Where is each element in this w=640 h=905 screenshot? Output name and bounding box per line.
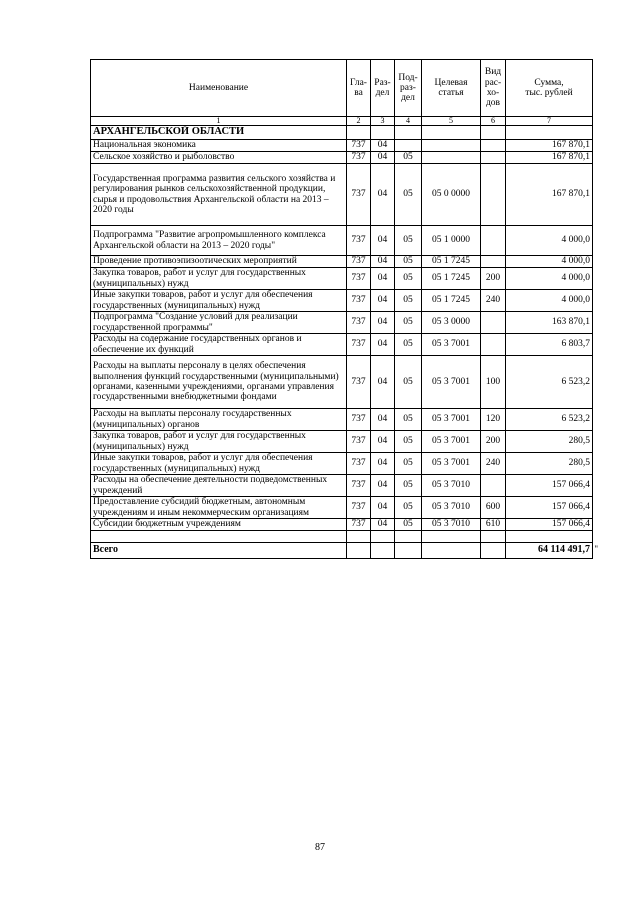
table-row bbox=[91, 334, 593, 356]
row-amount: 4 000,0 bbox=[506, 268, 593, 290]
table-row bbox=[91, 140, 593, 152]
row-chapter: 737 bbox=[347, 497, 371, 519]
row-subsection: 05 bbox=[395, 475, 422, 497]
row-target: 05 3 7001 bbox=[422, 356, 481, 409]
row-expense-type bbox=[481, 312, 506, 334]
row-section: 04 bbox=[371, 268, 395, 290]
row-expense-type bbox=[481, 256, 506, 268]
row-amount: 157 066,4 bbox=[506, 497, 593, 519]
row-target bbox=[422, 152, 481, 164]
table-row bbox=[91, 164, 593, 226]
table-row bbox=[91, 431, 593, 453]
row-expense-type bbox=[481, 152, 506, 164]
header-chapter: Гла- ва bbox=[347, 60, 371, 117]
header-subsection: Под- раз- дел bbox=[395, 60, 422, 117]
header-section: Раз- дел bbox=[371, 60, 395, 117]
row-amount: 6 803,7 bbox=[506, 334, 593, 356]
column-number: 4 bbox=[395, 117, 422, 126]
row-expense-type: 600 bbox=[481, 497, 506, 519]
row-amount: 4 000,0 bbox=[506, 256, 593, 268]
row-subsection: 05 bbox=[395, 152, 422, 164]
page-number: 87 bbox=[315, 842, 325, 853]
row-target: 05 1 0000 bbox=[422, 226, 481, 256]
row-target: 05 3 7001 bbox=[422, 431, 481, 453]
row-target: 05 1 7245 bbox=[422, 268, 481, 290]
row-name: Подпрограмма "Создание условий для реализации государственной программы" bbox=[91, 312, 347, 334]
row-target: 05 1 7245 bbox=[422, 256, 481, 268]
row-section: 04 bbox=[371, 519, 395, 531]
row-name: Предоставление субсидий бюджетным, автономным учреждениям и иным некоммерческим организациям bbox=[91, 497, 347, 519]
row-chapter: 737 bbox=[347, 290, 371, 312]
header-row bbox=[91, 60, 593, 117]
row-expense-type bbox=[481, 140, 506, 152]
row-section: 04 bbox=[371, 431, 395, 453]
row-expense-type: 200 bbox=[481, 431, 506, 453]
section-title-row bbox=[91, 126, 593, 140]
table-row bbox=[91, 152, 593, 164]
row-target: 05 3 7001 bbox=[422, 409, 481, 431]
header-target: Целевая статья bbox=[422, 60, 481, 117]
header-amount: Сумма, тыс. рублей bbox=[506, 60, 593, 117]
row-section: 04 bbox=[371, 256, 395, 268]
row-chapter: 737 bbox=[347, 409, 371, 431]
row-section: 04 bbox=[371, 140, 395, 152]
column-number-row bbox=[91, 117, 593, 126]
row-chapter: 737 bbox=[347, 519, 371, 531]
row-chapter: 737 bbox=[347, 356, 371, 409]
row-chapter: 737 bbox=[347, 453, 371, 475]
row-expense-type: 240 bbox=[481, 453, 506, 475]
row-section: 04 bbox=[371, 226, 395, 256]
row-subsection: 05 bbox=[395, 290, 422, 312]
table-row bbox=[91, 256, 593, 268]
row-name: Расходы на содержание государственных органов и обеспечение их функций bbox=[91, 334, 347, 356]
table-row bbox=[91, 497, 593, 519]
table-row bbox=[91, 268, 593, 290]
row-amount: 4 000,0 bbox=[506, 226, 593, 256]
row-subsection: 05 bbox=[395, 256, 422, 268]
row-expense-type: 100 bbox=[481, 356, 506, 409]
row-name: Проведение противоэпизоотических мероприятий bbox=[91, 256, 347, 268]
row-section: 04 bbox=[371, 497, 395, 519]
table-row bbox=[91, 312, 593, 334]
row-amount: 6 523,2 bbox=[506, 409, 593, 431]
section-title: АРХАНГЕЛЬСКОЙ ОБЛАСТИ bbox=[91, 126, 347, 140]
column-number: 3 bbox=[371, 117, 395, 126]
row-target: 05 0 0000 bbox=[422, 164, 481, 226]
row-expense-type bbox=[481, 475, 506, 497]
column-number: 5 bbox=[422, 117, 481, 126]
table-row bbox=[91, 290, 593, 312]
row-subsection: 05 bbox=[395, 356, 422, 409]
total-label: Всего bbox=[91, 543, 347, 559]
column-number: 2 bbox=[347, 117, 371, 126]
row-subsection: 05 bbox=[395, 519, 422, 531]
column-number: 1 bbox=[91, 117, 347, 126]
row-target: 05 1 7245 bbox=[422, 290, 481, 312]
row-subsection: 05 bbox=[395, 226, 422, 256]
row-subsection: 05 bbox=[395, 453, 422, 475]
row-expense-type: 240 bbox=[481, 290, 506, 312]
row-subsection: 05 bbox=[395, 409, 422, 431]
row-target: 05 3 7001 bbox=[422, 334, 481, 356]
row-name: Расходы на выплаты персоналу в целях обеспечения выполнения функций государственными (муниципальными) органами, казенными учреждениями, органами управления государственными внебюджетными фондами bbox=[91, 356, 347, 409]
row-amount: 157 066,4 bbox=[506, 519, 593, 531]
table-row bbox=[91, 226, 593, 256]
row-expense-type: 200 bbox=[481, 268, 506, 290]
total-amount: 64 114 491,7 bbox=[538, 544, 590, 556]
row-chapter: 737 bbox=[347, 140, 371, 152]
row-section: 04 bbox=[371, 164, 395, 226]
row-amount: 280,5 bbox=[506, 453, 593, 475]
row-name: Закупка товаров, работ и услуг для государственных (муниципальных) нужд bbox=[91, 268, 347, 290]
row-section: 04 bbox=[371, 453, 395, 475]
row-section: 04 bbox=[371, 152, 395, 164]
row-chapter: 737 bbox=[347, 475, 371, 497]
row-subsection: 05 bbox=[395, 431, 422, 453]
row-target bbox=[422, 140, 481, 152]
row-subsection: 05 bbox=[395, 334, 422, 356]
row-name: Иные закупки товаров, работ и услуг для обеспечения государственных (муниципальных) нужд bbox=[91, 453, 347, 475]
total-row bbox=[91, 543, 593, 559]
row-amount: 280,5 bbox=[506, 431, 593, 453]
row-amount: 167 870,1 bbox=[506, 164, 593, 226]
row-subsection: 05 bbox=[395, 164, 422, 226]
row-chapter: 737 bbox=[347, 334, 371, 356]
row-chapter: 737 bbox=[347, 268, 371, 290]
row-chapter: 737 bbox=[347, 152, 371, 164]
closing-quote: " bbox=[594, 544, 598, 554]
row-name: Расходы на обеспечение деятельности подведомственных учреждений bbox=[91, 475, 347, 497]
table-row bbox=[91, 453, 593, 475]
table-row bbox=[91, 356, 593, 409]
row-chapter: 737 bbox=[347, 312, 371, 334]
budget-table bbox=[90, 59, 598, 559]
row-amount: 167 870,1 bbox=[506, 152, 593, 164]
row-chapter: 737 bbox=[347, 431, 371, 453]
row-section: 04 bbox=[371, 334, 395, 356]
row-chapter: 737 bbox=[347, 256, 371, 268]
row-expense-type bbox=[481, 334, 506, 356]
row-name: Закупка товаров, работ и услуг для государственных (муниципальных) нужд bbox=[91, 431, 347, 453]
row-target: 05 3 7010 bbox=[422, 519, 481, 531]
row-amount: 163 870,1 bbox=[506, 312, 593, 334]
spacer-row bbox=[91, 531, 593, 543]
row-section: 04 bbox=[371, 356, 395, 409]
row-section: 04 bbox=[371, 475, 395, 497]
row-name: Национальная экономика bbox=[91, 140, 347, 152]
row-expense-type: 610 bbox=[481, 519, 506, 531]
row-target: 05 3 7010 bbox=[422, 497, 481, 519]
total-amount-cell bbox=[506, 543, 598, 559]
row-amount: 4 000,0 bbox=[506, 290, 593, 312]
row-subsection bbox=[395, 140, 422, 152]
row-expense-type bbox=[481, 164, 506, 226]
row-name: Подпрограмма "Развитие агропромышленного комплекса Архангельской области на 2013 – 2020 годы" bbox=[91, 226, 347, 256]
row-subsection: 05 bbox=[395, 268, 422, 290]
row-expense-type: 120 bbox=[481, 409, 506, 431]
row-name: Государственная программа развития сельского хозяйства и регулирования рынков сельскохозяйственной продукции, сырья и продовольствия Архангельской области на 2013 – 2020 годы bbox=[91, 164, 347, 226]
row-name: Сельское хозяйство и рыболовство bbox=[91, 152, 347, 164]
row-chapter: 737 bbox=[347, 226, 371, 256]
column-number: 6 bbox=[481, 117, 506, 126]
row-section: 04 bbox=[371, 290, 395, 312]
row-amount: 157 066,4 bbox=[506, 475, 593, 497]
row-amount: 167 870,1 bbox=[506, 140, 593, 152]
row-target: 05 3 7001 bbox=[422, 453, 481, 475]
row-section: 04 bbox=[371, 409, 395, 431]
row-subsection: 05 bbox=[395, 497, 422, 519]
row-name: Субсидии бюджетным учреждениям bbox=[91, 519, 347, 531]
row-name: Иные закупки товаров, работ и услуг для обеспечения государственных (муниципальных) нужд bbox=[91, 290, 347, 312]
row-section: 04 bbox=[371, 312, 395, 334]
table-row bbox=[91, 475, 593, 497]
column-number: 7 bbox=[506, 117, 593, 126]
header-name: Наименование bbox=[91, 60, 347, 117]
header-expense-type: Вид рас- хо- дов bbox=[481, 60, 506, 117]
row-expense-type bbox=[481, 226, 506, 256]
row-target: 05 3 7010 bbox=[422, 475, 481, 497]
row-name: Расходы на выплаты персоналу государственных (муниципальных) органов bbox=[91, 409, 347, 431]
table-row bbox=[91, 519, 593, 531]
row-chapter: 737 bbox=[347, 164, 371, 226]
table-row bbox=[91, 409, 593, 431]
row-subsection: 05 bbox=[395, 312, 422, 334]
row-target: 05 3 0000 bbox=[422, 312, 481, 334]
row-amount: 6 523,2 bbox=[506, 356, 593, 409]
